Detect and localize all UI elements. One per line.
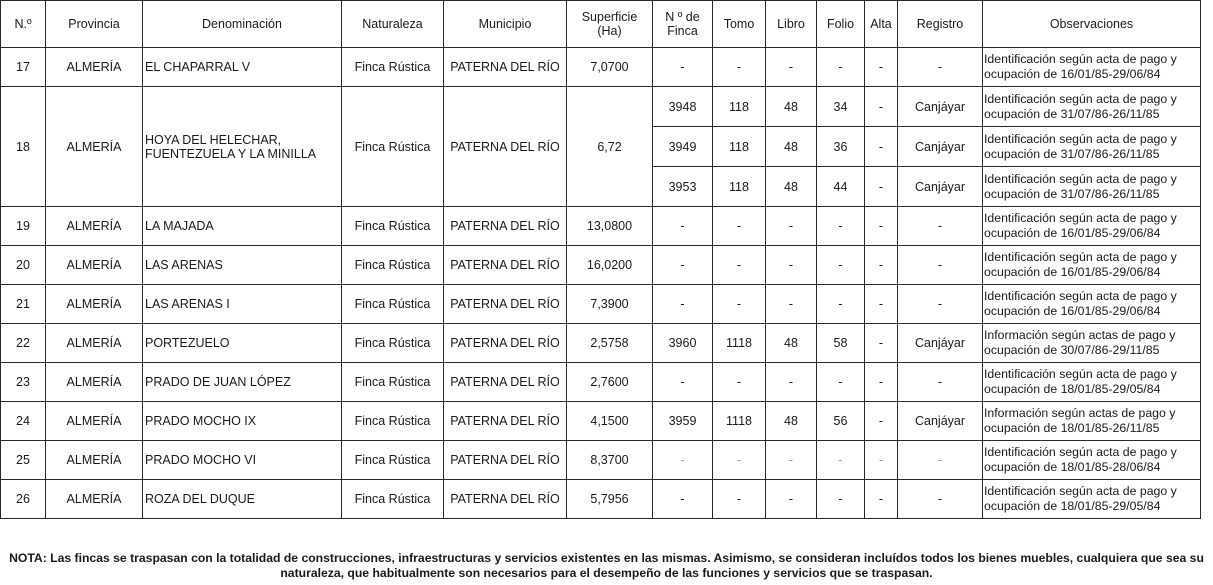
header-cell: Denominación (143, 1, 342, 48)
cell-finca: - (653, 363, 713, 402)
cell-n: 21 (1, 285, 46, 324)
cell-n: 18 (1, 87, 46, 207)
cell-denominacion: LA MAJADA (143, 207, 342, 246)
cell-n: 23 (1, 363, 46, 402)
cell-registro: - (898, 207, 983, 246)
cell-folio: - (817, 207, 865, 246)
cell-provincia: ALMERÍA (46, 48, 143, 87)
cell-folio: 56 (817, 402, 865, 441)
cell-alta: - (865, 246, 898, 285)
cell-superficie: 8,3700 (567, 441, 653, 480)
cell-folio: - (817, 441, 865, 480)
cell-tomo: 1118 (713, 324, 766, 363)
cell-finca: 3959 (653, 402, 713, 441)
cell-denominacion: PORTEZUELO (143, 324, 342, 363)
cell-observaciones: Identificación según acta de pago y ocupación de 18/01/85-28/06/84 (983, 441, 1201, 480)
cell-tomo: - (713, 246, 766, 285)
cell-libro: 48 (766, 87, 817, 127)
header-cell: Alta (865, 1, 898, 48)
cell-libro: - (766, 363, 817, 402)
table-row (1, 246, 1201, 285)
cell-observaciones: Identificación según acta de pago y ocupación de 16/01/85-29/06/84 (983, 207, 1201, 246)
cell-folio: 44 (817, 167, 865, 207)
cell-provincia: ALMERÍA (46, 246, 143, 285)
cell-observaciones: Información según actas de pago y ocupación de 18/01/85-26/11/85 (983, 402, 1201, 441)
cell-municipio: PATERNA DEL RÍO (444, 246, 567, 285)
header-cell: Observaciones (983, 1, 1201, 48)
header-cell: N º de Finca (653, 1, 713, 48)
cell-tomo: - (713, 441, 766, 480)
cell-provincia: ALMERÍA (46, 324, 143, 363)
table-row (1, 441, 1201, 480)
cell-denominacion: PRADO DE JUAN LÓPEZ (143, 363, 342, 402)
cell-tomo: 118 (713, 87, 766, 127)
cell-n: 24 (1, 402, 46, 441)
cell-municipio: PATERNA DEL RÍO (444, 285, 567, 324)
cell-provincia: ALMERÍA (46, 402, 143, 441)
cell-finca: - (653, 480, 713, 519)
cell-municipio: PATERNA DEL RÍO (444, 87, 567, 207)
cell-tomo: - (713, 285, 766, 324)
cell-observaciones: Identificación según acta de pago y ocupación de 31/07/86-26/11/85 (983, 127, 1201, 167)
cell-alta: - (865, 167, 898, 207)
header-cell: Folio (817, 1, 865, 48)
cell-naturaleza: Finca Rústica (342, 363, 444, 402)
cell-superficie: 2,5758 (567, 324, 653, 363)
cell-registro: Canjáyar (898, 324, 983, 363)
cell-observaciones: Identificación según acta de pago y ocupación de 18/01/85-29/05/84 (983, 363, 1201, 402)
cell-alta: - (865, 207, 898, 246)
cell-municipio: PATERNA DEL RÍO (444, 207, 567, 246)
cell-alta: - (865, 285, 898, 324)
cell-libro: - (766, 207, 817, 246)
cell-alta: - (865, 324, 898, 363)
cell-registro: - (898, 285, 983, 324)
cell-provincia: ALMERÍA (46, 441, 143, 480)
cell-naturaleza: Finca Rústica (342, 402, 444, 441)
cell-registro: Canjáyar (898, 127, 983, 167)
cell-libro: - (766, 441, 817, 480)
cell-n: 22 (1, 324, 46, 363)
cell-observaciones: Identificación según acta de pago y ocupación de 16/01/85-29/06/84 (983, 285, 1201, 324)
cell-libro: - (766, 48, 817, 87)
cell-tomo: 118 (713, 127, 766, 167)
cell-superficie: 6,72 (567, 87, 653, 207)
header-cell: Libro (766, 1, 817, 48)
footnote: NOTA: Las fincas se traspasan con la totalidad de construcciones, infraestructuras y servicios existentes en las mismas. Asimismo, se consideran incluídos todos los bienes muebles, cualquiera que sea su naturaleza, que habitualmente son necesarios para el desempeño de las funciones y servicios que se traspasan. (9, 551, 1204, 580)
cell-finca: 3960 (653, 324, 713, 363)
header-cell: Naturaleza (342, 1, 444, 48)
cell-denominacion: PRADO MOCHO IX (143, 402, 342, 441)
cell-registro: Canjáyar (898, 402, 983, 441)
header-cell: Tomo (713, 1, 766, 48)
cell-municipio: PATERNA DEL RÍO (444, 48, 567, 87)
cell-registro: - (898, 48, 983, 87)
cell-alta: - (865, 402, 898, 441)
cell-municipio: PATERNA DEL RÍO (444, 402, 567, 441)
cell-denominacion: LAS ARENAS (143, 246, 342, 285)
table-row (1, 363, 1201, 402)
cell-provincia: ALMERÍA (46, 363, 143, 402)
cell-tomo: - (713, 48, 766, 87)
cell-alta: - (865, 87, 898, 127)
cell-libro: 48 (766, 324, 817, 363)
header-cell: Provincia (46, 1, 143, 48)
cell-registro: Canjáyar (898, 167, 983, 207)
cell-denominacion: PRADO MOCHO VI (143, 441, 342, 480)
cell-finca: 3949 (653, 127, 713, 167)
cell-alta: - (865, 480, 898, 519)
cell-n: 20 (1, 246, 46, 285)
cell-finca: - (653, 246, 713, 285)
cell-tomo: - (713, 363, 766, 402)
cell-observaciones: Identificación según acta de pago y ocupación de 31/07/86-26/11/85 (983, 167, 1201, 207)
cell-folio: 58 (817, 324, 865, 363)
cell-alta: - (865, 127, 898, 167)
header-cell: Superficie (Ha) (567, 1, 653, 48)
cell-folio: - (817, 246, 865, 285)
cell-folio: 34 (817, 87, 865, 127)
cell-libro: 48 (766, 167, 817, 207)
cell-tomo: 1118 (713, 402, 766, 441)
cell-provincia: ALMERÍA (46, 207, 143, 246)
cell-folio: - (817, 285, 865, 324)
cell-observaciones: Identificación según acta de pago y ocupación de 16/01/85-29/06/84 (983, 48, 1201, 87)
cell-finca: - (653, 48, 713, 87)
cell-libro: - (766, 285, 817, 324)
table-row (1, 207, 1201, 246)
cell-naturaleza: Finca Rústica (342, 441, 444, 480)
cell-folio: 36 (817, 127, 865, 167)
cell-n: 26 (1, 480, 46, 519)
cell-tomo: 118 (713, 167, 766, 207)
table-row (1, 324, 1201, 363)
table-row (1, 402, 1201, 441)
header-cell: N.º (1, 1, 46, 48)
cell-municipio: PATERNA DEL RÍO (444, 480, 567, 519)
header-cell: Registro (898, 1, 983, 48)
cell-naturaleza: Finca Rústica (342, 324, 444, 363)
cell-tomo: - (713, 207, 766, 246)
cell-n: 19 (1, 207, 46, 246)
cell-folio: - (817, 480, 865, 519)
cell-municipio: PATERNA DEL RÍO (444, 324, 567, 363)
cell-registro: - (898, 246, 983, 285)
cell-n: 25 (1, 441, 46, 480)
cell-naturaleza: Finca Rústica (342, 246, 444, 285)
cell-superficie: 7,3900 (567, 285, 653, 324)
cell-superficie: 13,0800 (567, 207, 653, 246)
cell-registro: - (898, 363, 983, 402)
cell-alta: - (865, 441, 898, 480)
cell-registro: - (898, 480, 983, 519)
cell-superficie: 5,7956 (567, 480, 653, 519)
table-row (1, 48, 1201, 87)
cell-observaciones: Información según actas de pago y ocupación de 30/07/86-29/11/85 (983, 324, 1201, 363)
cell-finca: 3953 (653, 167, 713, 207)
cell-municipio: PATERNA DEL RÍO (444, 363, 567, 402)
cell-registro: - (898, 441, 983, 480)
cell-naturaleza: Finca Rústica (342, 480, 444, 519)
cell-naturaleza: Finca Rústica (342, 285, 444, 324)
cell-superficie: 2,7600 (567, 363, 653, 402)
cell-denominacion: HOYA DEL HELECHAR, FUENTEZUELA Y LA MINILLA (143, 87, 342, 207)
cell-libro: 48 (766, 127, 817, 167)
cell-folio: - (817, 363, 865, 402)
cell-provincia: ALMERÍA (46, 285, 143, 324)
cell-naturaleza: Finca Rústica (342, 48, 444, 87)
cell-superficie: 7,0700 (567, 48, 653, 87)
cell-observaciones: Identificación según acta de pago y ocupación de 31/07/86-26/11/85 (983, 87, 1201, 127)
cell-denominacion: ROZA DEL DUQUE (143, 480, 342, 519)
cell-observaciones: Identificación según acta de pago y ocupación de 18/01/85-29/05/84 (983, 480, 1201, 519)
cell-finca: - (653, 441, 713, 480)
cell-denominacion: EL CHAPARRAL V (143, 48, 342, 87)
cell-provincia: ALMERÍA (46, 87, 143, 207)
cell-n: 17 (1, 48, 46, 87)
table-row (1, 87, 1201, 127)
cell-municipio: PATERNA DEL RÍO (444, 441, 567, 480)
cell-libro: 48 (766, 402, 817, 441)
cell-superficie: 4,1500 (567, 402, 653, 441)
cell-alta: - (865, 363, 898, 402)
cell-naturaleza: Finca Rústica (342, 87, 444, 207)
cell-finca: 3948 (653, 87, 713, 127)
cell-denominacion: LAS ARENAS I (143, 285, 342, 324)
cell-naturaleza: Finca Rústica (342, 207, 444, 246)
cell-libro: - (766, 246, 817, 285)
cell-observaciones: Identificación según acta de pago y ocupación de 16/01/85-29/06/84 (983, 246, 1201, 285)
cell-registro: Canjáyar (898, 87, 983, 127)
header-cell: Municipio (444, 1, 567, 48)
cell-tomo: - (713, 480, 766, 519)
cell-folio: - (817, 48, 865, 87)
cell-finca: - (653, 207, 713, 246)
cell-libro: - (766, 480, 817, 519)
table-row (1, 480, 1201, 519)
table-row (1, 285, 1201, 324)
cell-superficie: 16,0200 (567, 246, 653, 285)
header-row (1, 1, 1201, 48)
cell-provincia: ALMERÍA (46, 480, 143, 519)
cell-alta: - (865, 48, 898, 87)
cell-finca: - (653, 285, 713, 324)
